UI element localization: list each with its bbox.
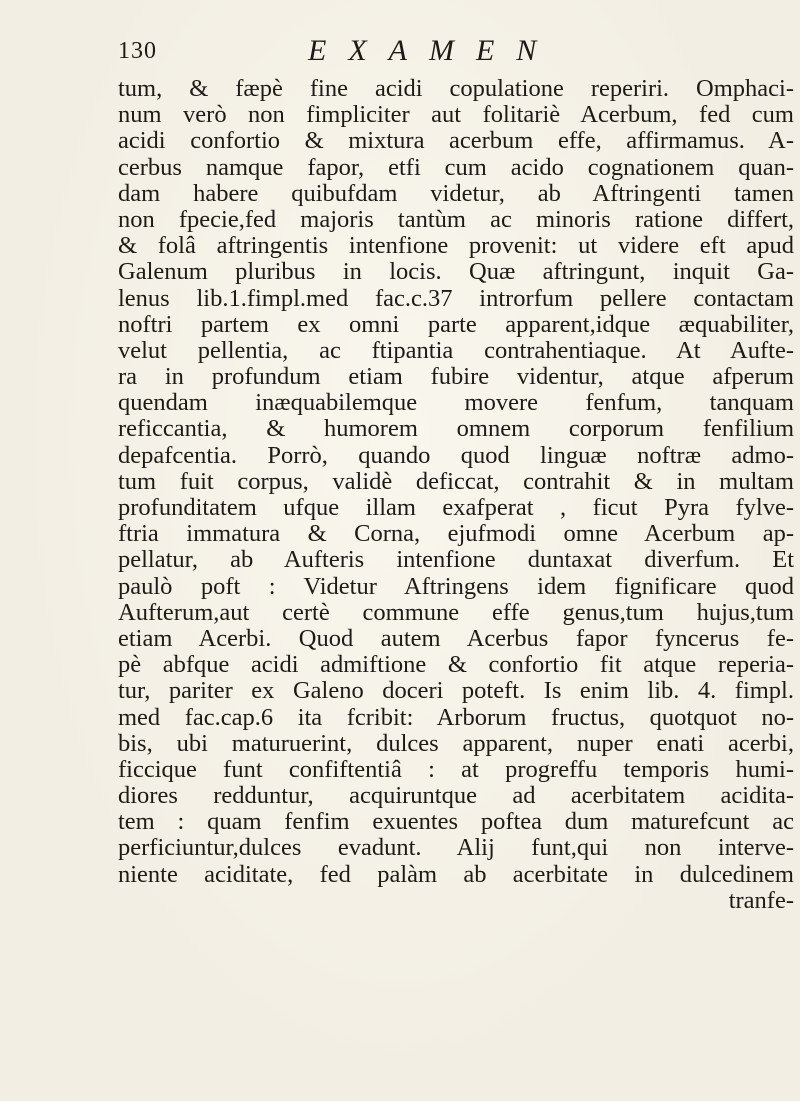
text-line: lenus lib.1.fimpl.med fac.c.37 introrfum pellere contactam (118, 284, 794, 312)
text-line: dam habere quibufdam videtur, ab Aftringenti tamen (118, 179, 794, 207)
text-line: cerbus namque fapor, etfi cum acido cognationem quan- (118, 153, 794, 181)
text-line: etiam Acerbi. Quod autem Acerbus fapor fyncerus fe- (118, 624, 794, 652)
text-line: profunditatem ufque illam exafperat , ficut Pyra fylve- (118, 494, 794, 521)
text-line: depafcentia. Porrò, quando quod linguæ noftræ admo- (118, 441, 794, 469)
text-line: ra in profundum etiam fubire videntur, atque afperum (118, 363, 794, 391)
page-number: 130 (118, 38, 157, 64)
text-line: quendam inæquabilemque movere fenfum, tanquam (118, 389, 794, 417)
text-line: Aufterum,aut certè commune effe genus,tum hujus,tum (118, 598, 794, 626)
text-line: tem : quam fenfim exuentes poftea dum maturefcunt ac (118, 808, 794, 836)
text-line: paulò poft : Videtur Aftringens idem fignificare quod (118, 572, 794, 600)
text-line: diores redduntur, acquiruntque ad acerbitatem acidita- (118, 782, 794, 810)
text-line: reficcantia, & humorem omnem corporum fenfilium (118, 415, 794, 443)
text-line: ficcique funt confiftentiâ : at progreffu temporis humi- (118, 755, 794, 783)
text-line: med fac.cap.6 ita fcribit: Arborum fructus, quotquot no- (118, 703, 794, 731)
text-line: pellatur, ab Aufteris intenfione duntaxat diverfum. Et (118, 546, 794, 574)
body-text (118, 76, 794, 914)
text-line: non fpecie,fed majoris tantùm ac minoris ratione differt, (118, 205, 794, 233)
text-line: velut pellentia, ac ftipantia contrahentiaque. At Aufte- (118, 336, 794, 364)
text-line: pè abfque acidi admiftione & confortio fit atque reperia- (118, 651, 794, 679)
catchword: tranfe- (728, 886, 794, 914)
text-line: Galenum pluribus in locis. Quæ aftringunt, inquit Ga- (118, 258, 794, 286)
text-line: acidi confortio & mixtura acerbum effe, affirmamus. A- (118, 127, 794, 155)
text-line: tur, pariter ex Galeno doceri poteft. Is enim lib. 4. fimpl. (118, 677, 794, 705)
text-line: tum fuit corpus, validè deficcat, contrahit & in multam (118, 467, 794, 495)
text-line: niente aciditate, fed palàm ab acerbitate in dulcedinem (118, 860, 794, 888)
text-line: num verò non fimpliciter aut folitariè Acerbum, fed cum (118, 101, 794, 129)
running-title: EXAMEN (308, 34, 559, 67)
text-line: perficiuntur,dulces evadunt. Alij funt,qui non interve- (118, 834, 794, 862)
page-header (118, 34, 738, 74)
text-line: tum, & fæpè fine acidi copulatione reperiri. Omphaci- (118, 75, 794, 102)
text-line: noftri partem ex omni parte apparent,idque æquabiliter, (118, 310, 794, 338)
text-line: bis, ubi maturuerint, dulces apparent, nuper enati acerbi, (118, 729, 794, 757)
text-line: & folâ aftringentis intenfione provenit: ut videre eft apud (118, 232, 794, 260)
text-line: ftria immatura & Corna, ejufmodi omne Acerbum ap- (118, 520, 794, 548)
